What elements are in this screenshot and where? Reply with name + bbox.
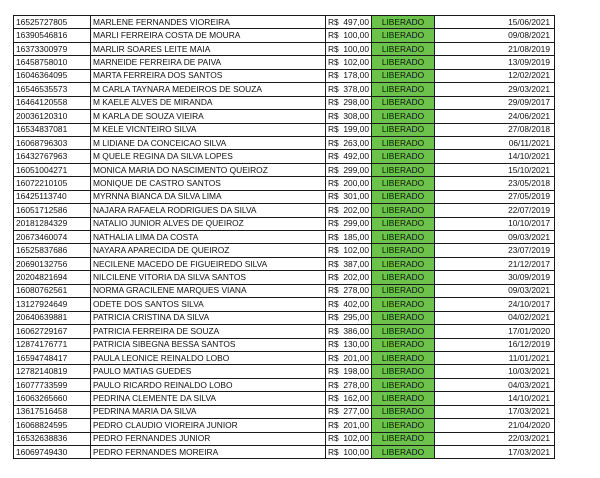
table-row — [14, 432, 555, 445]
table-row — [14, 190, 555, 203]
date-cell: 21/08/2019 — [435, 42, 555, 55]
id-cell: 16051004271 — [14, 163, 91, 176]
id-cell: 16063265660 — [14, 392, 91, 405]
status-badge: LIBERADO — [372, 378, 435, 391]
name-cell: M KAELE ALVES DE MIRANDA — [91, 96, 326, 109]
name-cell: ODETE DOS SANTOS SILVA — [91, 298, 326, 311]
date-cell: 23/05/2018 — [435, 177, 555, 190]
id-cell: 16425113740 — [14, 190, 91, 203]
table-row — [14, 419, 555, 432]
table-row — [14, 311, 555, 324]
currency-cell: R$ — [326, 163, 341, 176]
status-badge: LIBERADO — [372, 56, 435, 69]
amount-cell: 130,00 — [340, 338, 372, 351]
id-cell: 16051712586 — [14, 204, 91, 217]
date-cell: 09/08/2021 — [435, 29, 555, 42]
currency-cell: R$ — [326, 298, 341, 311]
table-row — [14, 231, 555, 244]
date-cell: 29/09/2017 — [435, 96, 555, 109]
name-cell: NECILENE MACEDO DE FIGUEIREDO SILVA — [91, 257, 326, 270]
name-cell: PATRICIA CRISTINA DA SILVA — [91, 311, 326, 324]
date-cell: 10/03/2021 — [435, 365, 555, 378]
date-cell: 13/09/2019 — [435, 56, 555, 69]
currency-cell: R$ — [326, 244, 341, 257]
amount-cell: 178,00 — [340, 69, 372, 82]
name-cell: PEDRO FERNANDES MOREIRA — [91, 446, 326, 459]
table-row — [14, 42, 555, 55]
status-badge: LIBERADO — [372, 204, 435, 217]
name-cell: PAULA LEONICE REINALDO LOBO — [91, 351, 326, 364]
amount-cell: 100,00 — [340, 42, 372, 55]
amount-cell: 202,00 — [340, 204, 372, 217]
id-cell: 12874176771 — [14, 338, 91, 351]
currency-cell: R$ — [326, 231, 341, 244]
name-cell: MONIQUE DE CASTRO SANTOS — [91, 177, 326, 190]
currency-cell: R$ — [326, 365, 341, 378]
date-cell: 15/06/2021 — [435, 16, 555, 29]
name-cell: MARLENE FERNANDES VIOREIRA — [91, 16, 326, 29]
table-row — [14, 150, 555, 163]
currency-cell: R$ — [326, 446, 341, 459]
currency-cell: R$ — [326, 419, 341, 432]
table-row — [14, 177, 555, 190]
name-cell: NAJARA RAFAELA RODRIGUES DA SILVA — [91, 204, 326, 217]
amount-cell: 102,00 — [340, 432, 372, 445]
status-badge: LIBERADO — [372, 446, 435, 459]
table-row — [14, 378, 555, 391]
id-cell: 16464120558 — [14, 96, 91, 109]
status-badge: LIBERADO — [372, 365, 435, 378]
date-cell: 04/03/2021 — [435, 378, 555, 391]
name-cell: M KARLA DE SOUZA VIEIRA — [91, 110, 326, 123]
date-cell: 24/06/2021 — [435, 110, 555, 123]
table-row — [14, 69, 555, 82]
id-cell: 16532638836 — [14, 432, 91, 445]
amount-cell: 202,00 — [340, 271, 372, 284]
currency-cell: R$ — [326, 96, 341, 109]
table-row — [14, 298, 555, 311]
status-badge: LIBERADO — [372, 150, 435, 163]
table-row — [14, 96, 555, 109]
currency-cell: R$ — [326, 136, 341, 149]
name-cell: PAULO RICARDO REINALDO LOBO — [91, 378, 326, 391]
date-cell: 29/03/2021 — [435, 83, 555, 96]
table-row — [14, 405, 555, 418]
status-badge: LIBERADO — [372, 298, 435, 311]
status-badge: LIBERADO — [372, 83, 435, 96]
name-cell: MARLI FERREIRA COSTA DE MOURA — [91, 29, 326, 42]
currency-cell: R$ — [326, 284, 341, 297]
status-badge: LIBERADO — [372, 29, 435, 42]
currency-cell: R$ — [326, 56, 341, 69]
id-cell: 16594748417 — [14, 351, 91, 364]
currency-cell: R$ — [326, 110, 341, 123]
currency-cell: R$ — [326, 338, 341, 351]
name-cell: NATALIO JUNIOR ALVES DE QUEIROZ — [91, 217, 326, 230]
date-cell: 06/11/2021 — [435, 136, 555, 149]
name-cell: PEDRINA MARIA DA SILVA — [91, 405, 326, 418]
status-badge: LIBERADO — [372, 177, 435, 190]
amount-cell: 102,00 — [340, 56, 372, 69]
amount-cell: 162,00 — [340, 392, 372, 405]
amount-cell: 278,00 — [340, 378, 372, 391]
amount-cell: 200,00 — [340, 177, 372, 190]
currency-cell: R$ — [326, 325, 341, 338]
status-badge: LIBERADO — [372, 96, 435, 109]
id-cell: 16046364095 — [14, 69, 91, 82]
name-cell: M CARLA TAYNARA MEDEIROS DE SOUZA — [91, 83, 326, 96]
table-row — [14, 325, 555, 338]
id-cell: 20181284329 — [14, 217, 91, 230]
status-badge: LIBERADO — [372, 123, 435, 136]
date-cell: 27/05/2019 — [435, 190, 555, 203]
name-cell: PAULO MATIAS GUEDES — [91, 365, 326, 378]
status-badge: LIBERADO — [372, 244, 435, 257]
currency-cell: R$ — [326, 42, 341, 55]
date-cell: 10/10/2017 — [435, 217, 555, 230]
date-cell: 21/04/2020 — [435, 419, 555, 432]
id-cell: 16373300979 — [14, 42, 91, 55]
amount-cell: 299,00 — [340, 217, 372, 230]
amount-cell: 201,00 — [340, 351, 372, 364]
date-cell: 21/12/2017 — [435, 257, 555, 270]
name-cell: PATRICIA FERREIRA DE SOUZA — [91, 325, 326, 338]
id-cell: 16458758010 — [14, 56, 91, 69]
status-badge: LIBERADO — [372, 110, 435, 123]
amount-cell: 378,00 — [340, 83, 372, 96]
status-badge: LIBERADO — [372, 69, 435, 82]
status-badge: LIBERADO — [372, 338, 435, 351]
date-cell: 09/03/2021 — [435, 284, 555, 297]
amount-cell: 277,00 — [340, 405, 372, 418]
table-row — [14, 351, 555, 364]
id-cell: 16068824595 — [14, 419, 91, 432]
name-cell: MARLIR SOARES LEITE MAIA — [91, 42, 326, 55]
currency-cell: R$ — [326, 311, 341, 324]
amount-cell: 386,00 — [340, 325, 372, 338]
status-badge: LIBERADO — [372, 325, 435, 338]
id-cell: 13617516458 — [14, 405, 91, 418]
name-cell: MARNEIDE FERREIRA DE PAIVA — [91, 56, 326, 69]
currency-cell: R$ — [326, 69, 341, 82]
status-badge: LIBERADO — [372, 163, 435, 176]
date-cell: 22/07/2019 — [435, 204, 555, 217]
amount-cell: 263,00 — [340, 136, 372, 149]
amount-cell: 201,00 — [340, 419, 372, 432]
table-row — [14, 123, 555, 136]
amount-cell: 308,00 — [340, 110, 372, 123]
status-badge: LIBERADO — [372, 405, 435, 418]
amount-cell: 198,00 — [340, 365, 372, 378]
currency-cell: R$ — [326, 392, 341, 405]
name-cell: NORMA GRACILENE MARQUES VIANA — [91, 284, 326, 297]
amount-cell: 100,00 — [340, 446, 372, 459]
table-row — [14, 365, 555, 378]
date-cell: 15/10/2021 — [435, 163, 555, 176]
name-cell: MYRNNA BIANCA DA SILVA LIMA — [91, 190, 326, 203]
name-cell: NATHALIA LIMA DA COSTA — [91, 231, 326, 244]
table-row — [14, 392, 555, 405]
table-row — [14, 244, 555, 257]
date-cell: 22/03/2021 — [435, 432, 555, 445]
currency-cell: R$ — [326, 257, 341, 270]
date-cell: 17/01/2020 — [435, 325, 555, 338]
id-cell: 20640639881 — [14, 311, 91, 324]
id-cell: 16390546816 — [14, 29, 91, 42]
id-cell: 16546535573 — [14, 83, 91, 96]
table-row — [14, 217, 555, 230]
table-row — [14, 136, 555, 149]
name-cell: M LIDIANE DA CONCEICAO SILVA — [91, 136, 326, 149]
status-badge: LIBERADO — [372, 42, 435, 55]
amount-cell: 102,00 — [340, 244, 372, 257]
status-badge: LIBERADO — [372, 16, 435, 29]
amount-cell: 100,00 — [340, 29, 372, 42]
date-cell: 27/08/2018 — [435, 123, 555, 136]
currency-cell: R$ — [326, 16, 341, 29]
status-badge: LIBERADO — [372, 136, 435, 149]
name-cell: PATRICIA SIBEGNA BESSA SANTOS — [91, 338, 326, 351]
table-row — [14, 271, 555, 284]
id-cell: 13127924649 — [14, 298, 91, 311]
currency-cell: R$ — [326, 378, 341, 391]
currency-cell: R$ — [326, 123, 341, 136]
amount-cell: 295,00 — [340, 311, 372, 324]
date-cell: 11/01/2021 — [435, 351, 555, 364]
id-cell: 16080762561 — [14, 284, 91, 297]
date-cell: 12/02/2021 — [435, 69, 555, 82]
currency-cell: R$ — [326, 204, 341, 217]
amount-cell: 492,00 — [340, 150, 372, 163]
status-badge: LIBERADO — [372, 284, 435, 297]
status-badge: LIBERADO — [372, 257, 435, 270]
date-cell: 14/10/2021 — [435, 150, 555, 163]
status-badge: LIBERADO — [372, 217, 435, 230]
status-badge: LIBERADO — [372, 419, 435, 432]
status-badge: LIBERADO — [372, 271, 435, 284]
name-cell: NAYARA APARECIDA DE QUEIROZ — [91, 244, 326, 257]
id-cell: 20690132756 — [14, 257, 91, 270]
status-badge: LIBERADO — [372, 432, 435, 445]
date-cell: 17/03/2021 — [435, 446, 555, 459]
date-cell: 17/03/2021 — [435, 405, 555, 418]
table-row — [14, 56, 555, 69]
table-row — [14, 16, 555, 29]
id-cell: 20204821694 — [14, 271, 91, 284]
name-cell: PEDRO FERNANDES JUNIOR — [91, 432, 326, 445]
name-cell: PEDRINA CLEMENTE DA SILVA — [91, 392, 326, 405]
table-row — [14, 284, 555, 297]
currency-cell: R$ — [326, 271, 341, 284]
id-cell: 16432767963 — [14, 150, 91, 163]
currency-cell: R$ — [326, 190, 341, 203]
currency-cell: R$ — [326, 83, 341, 96]
id-cell: 16525727805 — [14, 16, 91, 29]
table-row — [14, 446, 555, 459]
date-cell: 23/07/2019 — [435, 244, 555, 257]
id-cell: 16062729167 — [14, 325, 91, 338]
table-row — [14, 257, 555, 270]
id-cell: 16525837686 — [14, 244, 91, 257]
amount-cell: 199,00 — [340, 123, 372, 136]
name-cell: PEDRO CLAUDIO VIOREIRA JUNIOR — [91, 419, 326, 432]
table-row — [14, 338, 555, 351]
status-badge: LIBERADO — [372, 311, 435, 324]
currency-cell: R$ — [326, 217, 341, 230]
date-cell: 16/12/2019 — [435, 338, 555, 351]
amount-cell: 402,00 — [340, 298, 372, 311]
currency-cell: R$ — [326, 405, 341, 418]
status-badge: LIBERADO — [372, 190, 435, 203]
table-row — [14, 163, 555, 176]
date-cell: 14/10/2021 — [435, 392, 555, 405]
currency-cell: R$ — [326, 150, 341, 163]
amount-cell: 298,00 — [340, 96, 372, 109]
status-badge: LIBERADO — [372, 231, 435, 244]
id-cell: 12782140819 — [14, 365, 91, 378]
id-cell: 20036120310 — [14, 110, 91, 123]
currency-cell: R$ — [326, 29, 341, 42]
name-cell: MARTA FERREIRA DOS SANTOS — [91, 69, 326, 82]
table-row — [14, 110, 555, 123]
date-cell: 30/09/2019 — [435, 271, 555, 284]
amount-cell: 185,00 — [340, 231, 372, 244]
id-cell: 16072210105 — [14, 177, 91, 190]
date-cell: 04/02/2021 — [435, 311, 555, 324]
id-cell: 16077733599 — [14, 378, 91, 391]
name-cell: M KELE VICNTEIRO SILVA — [91, 123, 326, 136]
payment-table — [13, 15, 555, 459]
table-row — [14, 204, 555, 217]
id-cell: 16069749430 — [14, 446, 91, 459]
table-body — [14, 16, 555, 459]
id-cell: 16068796303 — [14, 136, 91, 149]
currency-cell: R$ — [326, 432, 341, 445]
name-cell: MONICA MARIA DO NASCIMENTO QUEIROZ — [91, 163, 326, 176]
currency-cell: R$ — [326, 351, 341, 364]
currency-cell: R$ — [326, 177, 341, 190]
amount-cell: 278,00 — [340, 284, 372, 297]
name-cell: NILCILENE VITORIA DA SILVA SANTOS — [91, 271, 326, 284]
name-cell: M QUELE REGINA DA SILVA LOPES — [91, 150, 326, 163]
id-cell: 16534837081 — [14, 123, 91, 136]
status-badge: LIBERADO — [372, 351, 435, 364]
id-cell: 20673460074 — [14, 231, 91, 244]
amount-cell: 301,00 — [340, 190, 372, 203]
amount-cell: 387,00 — [340, 257, 372, 270]
table-row — [14, 83, 555, 96]
amount-cell: 299,00 — [340, 163, 372, 176]
status-badge: LIBERADO — [372, 392, 435, 405]
amount-cell: 497,00 — [340, 16, 372, 29]
date-cell: 09/03/2021 — [435, 231, 555, 244]
table-row — [14, 29, 555, 42]
date-cell: 24/10/2017 — [435, 298, 555, 311]
